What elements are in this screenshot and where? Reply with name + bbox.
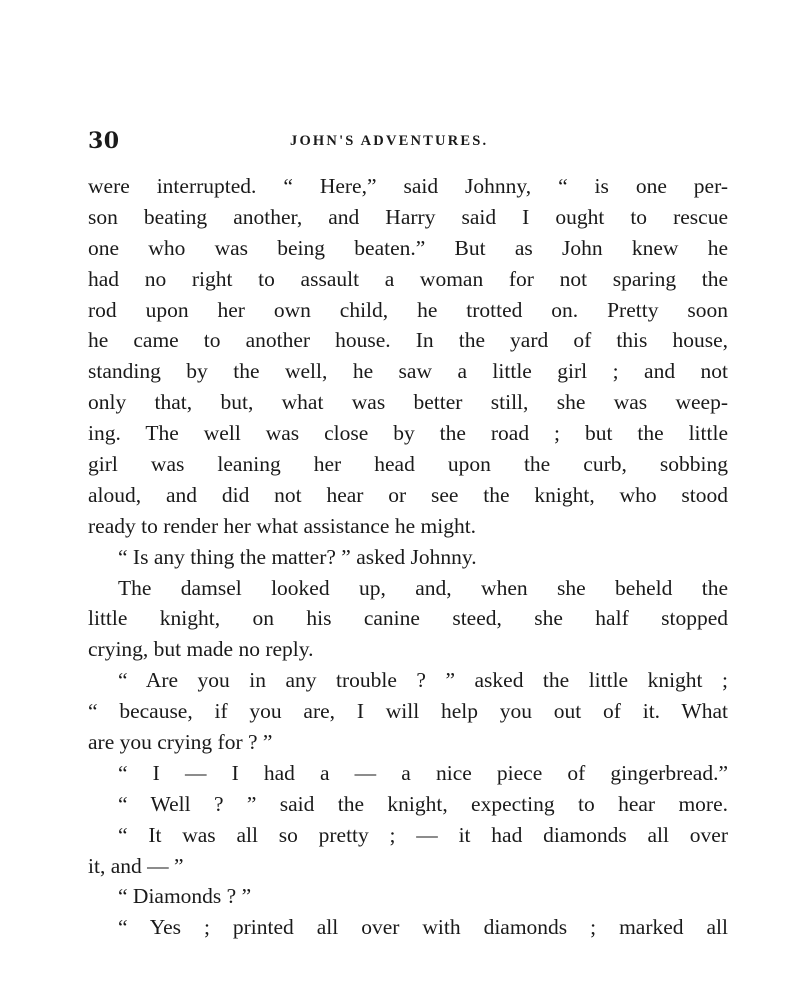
text-line: aloud, and did not hear or see the knight, who stood bbox=[88, 482, 728, 507]
text-line: “ I — I had a — a nice piece of gingerbread.” bbox=[118, 760, 728, 785]
text-line: “ Well ? ” said the knight, expecting to hear more. bbox=[118, 791, 728, 816]
text-line: “ Is any thing the matter? ” asked Johnny. bbox=[118, 544, 477, 569]
text-line: girl was leaning her head upon the curb, sobbing bbox=[88, 452, 728, 477]
text-line: were interrupted. “ Here,” said Johnny, “ is one per- bbox=[88, 174, 728, 198]
text-line: The damsel looked up, and, when she beheld the bbox=[118, 575, 728, 600]
text-line: it, and — ” bbox=[88, 853, 184, 878]
text-line: had no right to assault a woman for not sparing the bbox=[88, 266, 728, 291]
text-line: “ because, if you are, I will help you out of it. What bbox=[88, 699, 728, 724]
text-line: he came to another house. In the yard of this house, bbox=[88, 328, 728, 353]
body-text bbox=[88, 171, 728, 943]
text-line: only that, but, what was better still, she was weep- bbox=[88, 390, 728, 415]
page-number: 30 bbox=[88, 128, 120, 154]
running-title: JOHN'S ADVENTURES. bbox=[290, 133, 489, 149]
text-line: ready to render her what assistance he might. bbox=[88, 513, 477, 538]
text-line: “ It was all so pretty ; — it had diamonds all over bbox=[118, 822, 728, 847]
text-line: rod upon her own child, he trotted on. Pretty soon bbox=[88, 297, 728, 322]
text-line: “ Yes ; printed all over with diamonds ; marked all bbox=[118, 915, 728, 940]
text-line: standing by the well, he saw a little girl ; and not bbox=[88, 359, 728, 384]
page-header bbox=[88, 128, 728, 158]
text-line: son beating another, and Harry said I ought to rescue bbox=[88, 204, 728, 229]
text-line: ing. The well was close by the road ; but the little bbox=[88, 421, 728, 446]
text-line: “ Are you in any trouble ? ” asked the little knight ; bbox=[118, 668, 728, 693]
text-line: little knight, on his canine steed, she half stopped bbox=[88, 606, 728, 631]
text-line: one who was being beaten.” But as John knew he bbox=[88, 235, 728, 260]
text-line: “ Diamonds ? ” bbox=[118, 884, 252, 909]
text-line: crying, but made no reply. bbox=[88, 637, 314, 662]
text-line: are you crying for ? ” bbox=[88, 730, 273, 755]
